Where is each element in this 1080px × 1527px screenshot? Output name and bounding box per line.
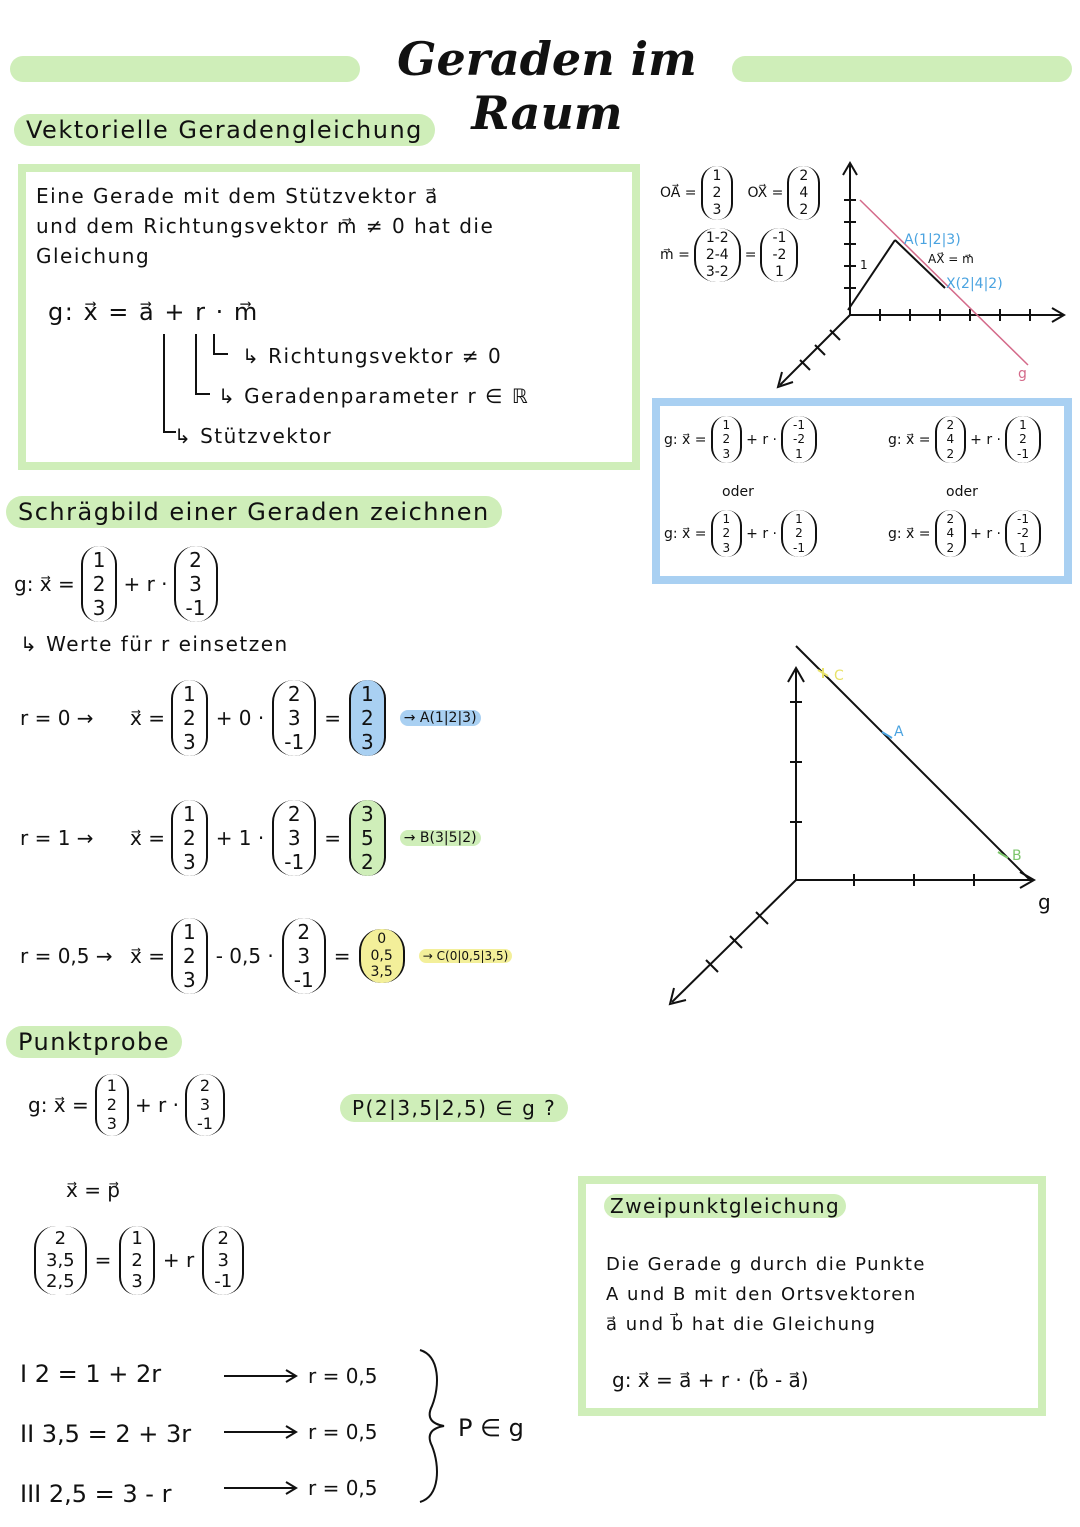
equation-iii: III 2,5 = 3 - r bbox=[20, 1480, 172, 1508]
example-oa: OA⃗ = 1 2 3 OX⃗ = 2 4 2 bbox=[660, 166, 820, 220]
title-band-left bbox=[10, 56, 360, 82]
equation-ii: II 3,5 = 2 + 3r bbox=[20, 1420, 192, 1448]
zweipunkt-box bbox=[578, 1176, 1046, 1416]
punktprobe-equation: g: x⃗ = 1 2 3 + r · 2 3 -1 bbox=[28, 1074, 225, 1136]
section-heading-punktprobe: Punktprobe bbox=[6, 1028, 182, 1056]
vectorial-text-1: Eine Gerade mit dem Stützvektor a⃗ bbox=[36, 184, 439, 208]
schraegbild-equation: g: x⃗ = 1 2 3 + r · 2 3 -1 bbox=[14, 546, 218, 622]
coordinate-sketch-top bbox=[770, 160, 1070, 390]
example-m: m⃗ = 1-2 2-4 3-2 = -1 -2 1 bbox=[660, 228, 798, 282]
punktprobe-question: P(2|3,5|2,5) ∈ g ? bbox=[340, 1096, 568, 1120]
schraegbild-coordinate-system bbox=[660, 640, 1060, 1020]
result-vector-c: 0 0,5 3,5 bbox=[359, 929, 405, 983]
vectorial-equation: g: x⃗ = a⃗ + r · m⃗ bbox=[48, 298, 259, 326]
page-title: Geraden im Raum bbox=[397, 32, 697, 140]
section-heading-vectorial: Vektorielle Geradengleichung bbox=[14, 116, 435, 144]
zweipunkt-text-3: a⃗ und b⃗ hat die Gleichung bbox=[606, 1314, 877, 1335]
label-richtungsvektor: ↳ Richtungsvektor ≠ 0 bbox=[242, 344, 503, 368]
r-row-2: r = 0,5 → x⃗ = 1 2 3 - 0,5 · 2 3 -1 = 0 0,5 3,5 → C(0|0,5|3,5) bbox=[20, 910, 512, 1002]
r-row-0: r = 0 → x⃗ = 1 2 3 + 0 · 2 3 -1 = 1 2 3 → A(1|2|3) bbox=[20, 672, 481, 764]
alternative-equations-box bbox=[652, 398, 1072, 584]
point-a-label: A(1|2|3) bbox=[904, 232, 961, 248]
equation-option-4: g: x⃗ = 2 4 2 + r · -1 -2 1 bbox=[888, 510, 1041, 557]
r-row-1: r = 1 → x⃗ = 1 2 3 + 1 · 2 3 -1 = 3 5 2 → B(3|5|2) bbox=[20, 792, 481, 884]
line-g-label-bottom: g bbox=[1038, 890, 1051, 914]
zweipunkt-text-1: Die Gerade g durch die Punkte bbox=[606, 1254, 926, 1275]
zweipunkt-equation: g: x⃗ = a⃗ + r · (b⃗ - a⃗) bbox=[612, 1368, 809, 1392]
result-r-1: r = 0,5 bbox=[308, 1364, 378, 1388]
line-g-label-top: g bbox=[1018, 366, 1027, 382]
m-calc-vector: 1-2 2-4 3-2 bbox=[694, 228, 741, 282]
m-result-vector: -1 -2 1 bbox=[760, 228, 798, 282]
unit-tick-label: 1 bbox=[860, 258, 868, 272]
solution-arrows bbox=[220, 1360, 310, 1510]
vectorial-text-2: und dem Richtungsvektor m⃗ ≠ 0 hat die bbox=[36, 214, 495, 238]
oder-label-left: oder bbox=[722, 484, 754, 500]
x-equals-p: x⃗ = p⃗ bbox=[66, 1178, 121, 1202]
point-a-marker-label: A bbox=[894, 724, 904, 740]
curly-brace bbox=[412, 1346, 452, 1506]
result-vector-b: 3 5 2 bbox=[349, 800, 386, 876]
point-c-marker-label: C bbox=[834, 668, 844, 684]
equation-option-2: g: x⃗ = 2 4 2 + r · 1 2 -1 bbox=[888, 416, 1041, 463]
point-b-marker-label: B bbox=[1012, 848, 1022, 864]
title-band-right bbox=[732, 56, 1072, 82]
zweipunkt-heading: Zweipunktgleichung bbox=[604, 1194, 846, 1218]
result-r-2: r = 0,5 bbox=[308, 1420, 378, 1444]
point-x-label: X(2|4|2) bbox=[946, 276, 1003, 292]
equation-i: I 2 = 1 + 2r bbox=[20, 1360, 162, 1388]
result-r-3: r = 0,5 bbox=[308, 1476, 378, 1500]
label-stuetzvektor: ↳ Stützvektor bbox=[174, 424, 333, 448]
zweipunkt-text-2: A und B mit den Ortsvektoren bbox=[606, 1284, 917, 1305]
vectorial-definition-box bbox=[18, 164, 640, 470]
oa-vector: 1 2 3 bbox=[701, 166, 734, 220]
equation-option-1: g: x⃗ = 1 2 3 + r · -1 -2 1 bbox=[664, 416, 817, 463]
equation-option-3: g: x⃗ = 1 2 3 + r · 1 2 -1 bbox=[664, 510, 817, 557]
punktprobe-substitution: 2 3,5 2,5 = 1 2 3 + r 2 3 -1 bbox=[34, 1226, 244, 1295]
result-vector-a: 1 2 3 bbox=[349, 680, 386, 756]
label-geradenparameter: ↳ Geradenparameter r ∈ ℝ bbox=[218, 384, 530, 408]
ox-vector: 2 4 2 bbox=[787, 166, 820, 220]
oder-label-right: oder bbox=[946, 484, 978, 500]
schraegbild-instruction: ↳ Werte für r einsetzen bbox=[20, 632, 289, 656]
section-heading-schraegbild: Schrägbild einer Geraden zeichnen bbox=[6, 498, 502, 526]
vectorial-text-3: Gleichung bbox=[36, 244, 151, 268]
ax-equals-m: AX⃗ = m⃗ bbox=[928, 252, 974, 266]
punktprobe-conclusion: P ∈ g bbox=[458, 1414, 524, 1442]
